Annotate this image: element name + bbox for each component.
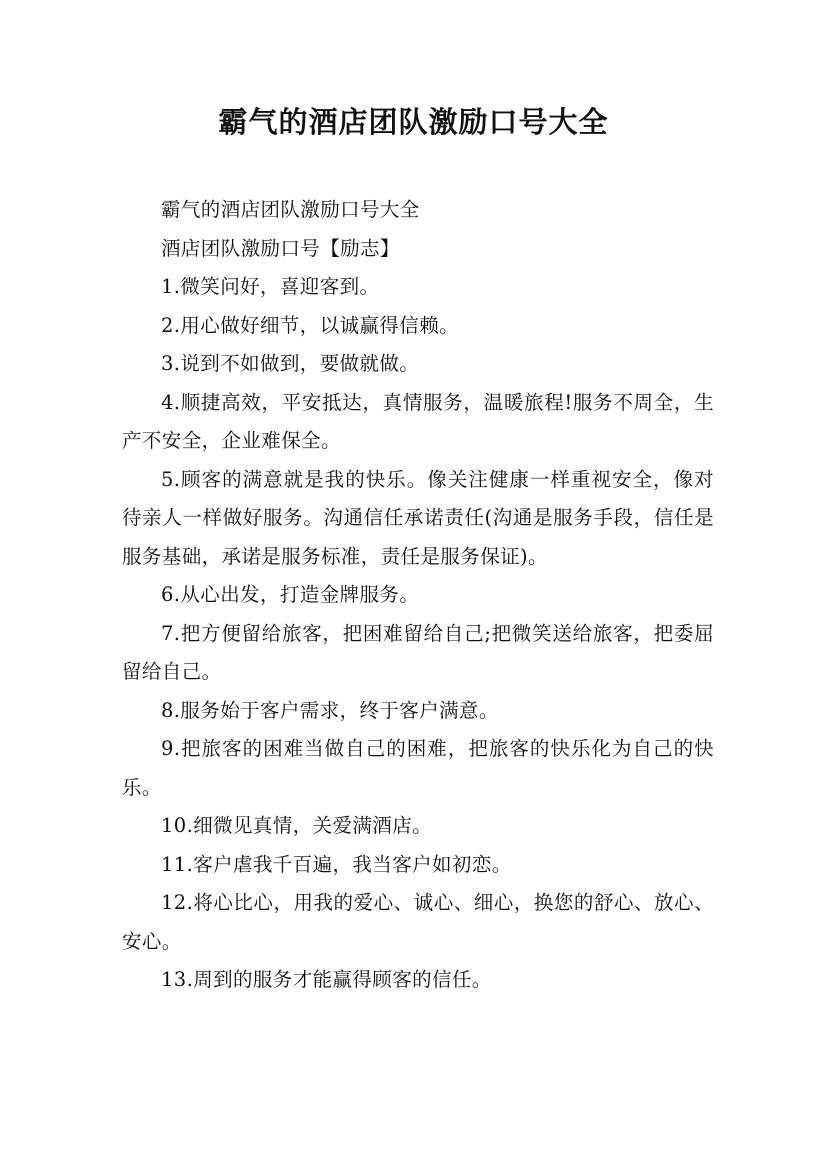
- paragraph: 霸气的酒店团队激励口号大全: [161, 198, 420, 221]
- document-title: 霸气的酒店团队激励口号大全: [218, 105, 609, 139]
- paragraph: 8.服务始于客户需求，终于客户满意。: [161, 698, 499, 722]
- paragraph: 7.把方便留给旅客，把困难留给自己;把微笑送给旅客，把委屈留给自己。: [122, 621, 714, 683]
- paragraph: 9.把旅客的困难当做自己的困难，把旅客的快乐化为自己的快乐。: [122, 737, 714, 799]
- paragraph: 3.说到不如做到，要做就做。: [161, 352, 420, 375]
- paragraph: 1.微笑问好，喜迎客到。: [161, 275, 380, 298]
- paragraph: 11.客户虐我千百遍，我当客户如初恋。: [161, 852, 512, 876]
- paragraph: 5.顾客的满意就是我的快乐。像关注健康一样重视安全，像对待亲人一样做好服务。沟通信任承诺责任(沟通是服务手段，信任是服务基础，承诺是服务标准，责任是服务保证)。: [122, 467, 714, 568]
- paragraph: 2.用心做好细节，以诚赢得信赖。: [161, 313, 460, 337]
- paragraph: 4.顺捷高效，平安抵达，真情服务，温暖旅程!服务不周全，生产不安全，企业难保全。: [122, 390, 714, 452]
- document-body: [122, 191, 714, 1000]
- paragraph: 13.周到的服务才能赢得顾客的信任。: [161, 968, 492, 991]
- paragraph: 酒店团队激励口号【励志】: [161, 236, 400, 260]
- paragraph: 10.细微见真情，关爱满酒店。: [161, 814, 433, 837]
- paragraph: 6.从心出发，打造金牌服务。: [161, 583, 420, 606]
- paragraph: 12.将心比心，用我的爱心、诚心、细心，换您的舒心、放心、安心。: [122, 891, 714, 953]
